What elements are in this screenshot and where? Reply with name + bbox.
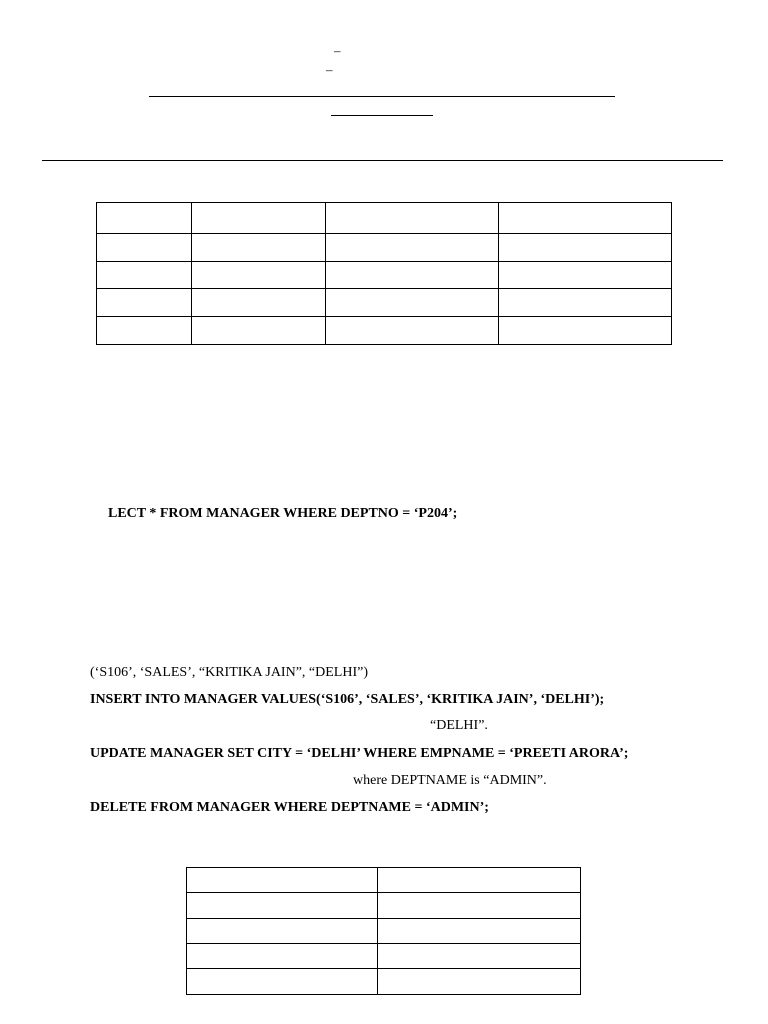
table-cell (499, 203, 672, 234)
header-rule-short (331, 115, 433, 116)
table-cell (187, 944, 378, 969)
table-cell (326, 262, 499, 289)
table-row (97, 317, 672, 345)
table-cell (326, 203, 499, 234)
table-cell (97, 317, 192, 345)
table-cell (192, 289, 326, 317)
delete-note: where DEPTNAME is “ADMIN”. (353, 773, 547, 788)
table-row (187, 868, 581, 893)
table-cell (187, 893, 378, 919)
manager-table (96, 202, 672, 345)
table-cell (187, 919, 378, 944)
table-cell (192, 317, 326, 345)
table-row (187, 944, 581, 969)
table-cell (499, 317, 672, 345)
table-cell (378, 944, 581, 969)
header-rule-long (149, 96, 615, 97)
table-cell (378, 919, 581, 944)
select-query: LECT * FROM MANAGER WHERE DEPTNO = ‘P204’; (108, 506, 458, 521)
page-divider (42, 160, 723, 161)
table-cell (499, 234, 672, 262)
table-cell (97, 203, 192, 234)
table-cell (499, 262, 672, 289)
table-cell (326, 234, 499, 262)
table-row (97, 262, 672, 289)
table-cell (97, 289, 192, 317)
table-row (187, 969, 581, 995)
table-row (97, 203, 672, 234)
insert-values-note: (‘S106’, ‘SALES’, “KRITIKA JAIN”, “DELHI”) (90, 665, 368, 680)
table-row (97, 289, 672, 317)
update-query: UPDATE MANAGER SET CITY = ‘DELHI’ WHERE EMPNAME = ‘PREETI ARORA’; (90, 746, 629, 761)
result-table (186, 867, 581, 995)
table-row (97, 234, 672, 262)
header-dash-bottom: – (326, 62, 333, 77)
table-cell (192, 234, 326, 262)
table-cell (326, 289, 499, 317)
update-note: “DELHI”. (430, 718, 488, 733)
delete-query: DELETE FROM MANAGER WHERE DEPTNAME = ‘ADMIN’; (90, 800, 489, 815)
table-cell (192, 203, 326, 234)
table-cell (326, 317, 499, 345)
insert-query: INSERT INTO MANAGER VALUES(‘S106’, ‘SALES’, ‘KRITIKA JAIN’, ‘DELHI’); (90, 692, 605, 707)
table-cell (378, 868, 581, 893)
table-cell (187, 969, 378, 995)
table-cell (192, 262, 326, 289)
table-cell (187, 868, 378, 893)
table-cell (97, 234, 192, 262)
table-cell (378, 893, 581, 919)
table-cell (499, 289, 672, 317)
table-row (187, 919, 581, 944)
header-dash-top: – (334, 43, 341, 58)
table-cell (378, 969, 581, 995)
table-cell (97, 262, 192, 289)
table-row (187, 893, 581, 919)
